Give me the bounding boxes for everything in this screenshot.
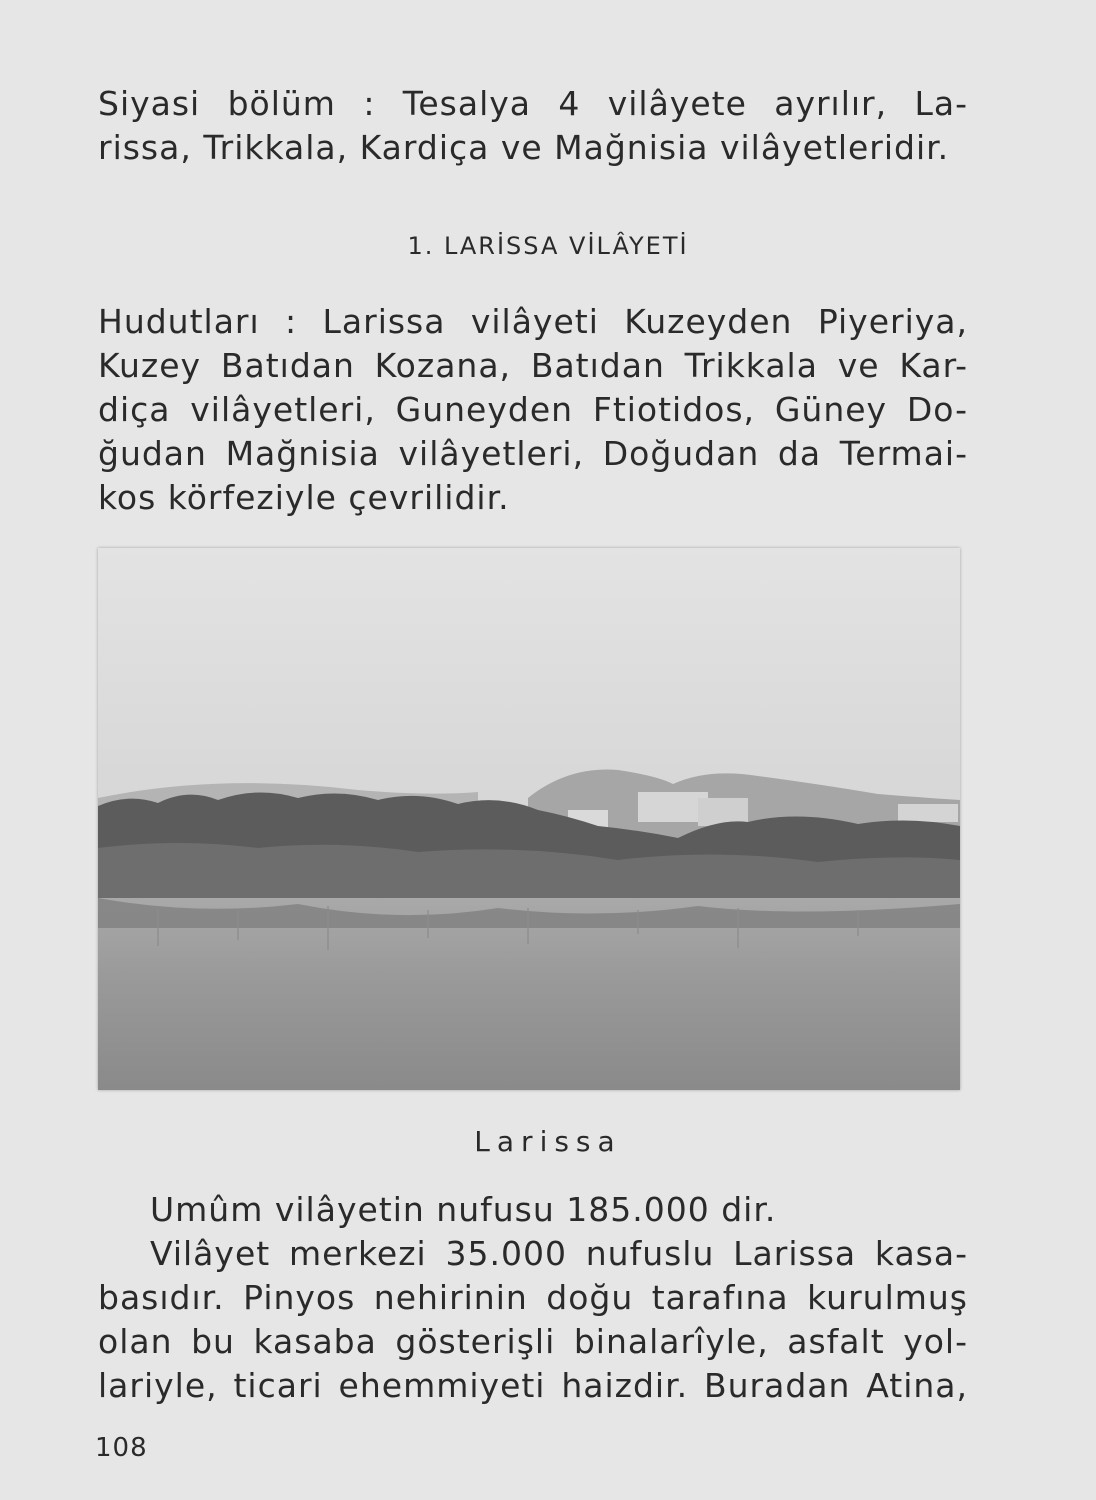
text-line: olan bu kasaba gösterişli binalarîyle, asfalt yol- xyxy=(98,1322,968,1361)
text-line: Siyasi bölüm : Tesalya 4 vilâyete ayrılır, La- xyxy=(98,84,968,123)
paragraph-political-division xyxy=(98,82,968,170)
text-line: Umûm vilâyetin nufusu 185.000 dir. xyxy=(150,1190,777,1229)
paragraph-borders xyxy=(98,300,968,520)
text-line: diça vilâyetleri, Guneyden Ftiotidos, Güney Do- xyxy=(98,390,968,429)
text-line: Hudutları : Larissa vilâyeti Kuzeyden Piyeriya, xyxy=(98,302,968,341)
text-line: basıdır. Pinyos nehirinin doğu tarafına kurulmuş xyxy=(98,1278,968,1317)
text-line: ğudan Mağnisia vilâyetleri, Doğudan da Termai- xyxy=(98,434,968,473)
text-line: kos körfeziyle çevrilidir. xyxy=(98,478,510,517)
paragraph-population xyxy=(98,1188,968,1408)
text-line: lariyle, ticari ehemmiyeti haizdir. Buradan Atina, xyxy=(98,1366,968,1405)
text-line: rissa, Trikkala, Kardiça ve Mağnisia vilâyetleridir. xyxy=(98,128,950,167)
section-heading: 1. LARİSSA VİLÂYETİ xyxy=(407,232,689,260)
page-number: 108 xyxy=(95,1433,148,1463)
landscape-photo-image xyxy=(98,548,960,1090)
text-line: Vilâyet merkezi 35.000 nufuslu Larissa kasa- xyxy=(150,1234,968,1273)
larissa-photo xyxy=(98,548,960,1090)
photo-caption: Larissa xyxy=(474,1125,622,1158)
text-line: Kuzey Batıdan Kozana, Batıdan Trikkala ve Kar- xyxy=(98,346,968,385)
